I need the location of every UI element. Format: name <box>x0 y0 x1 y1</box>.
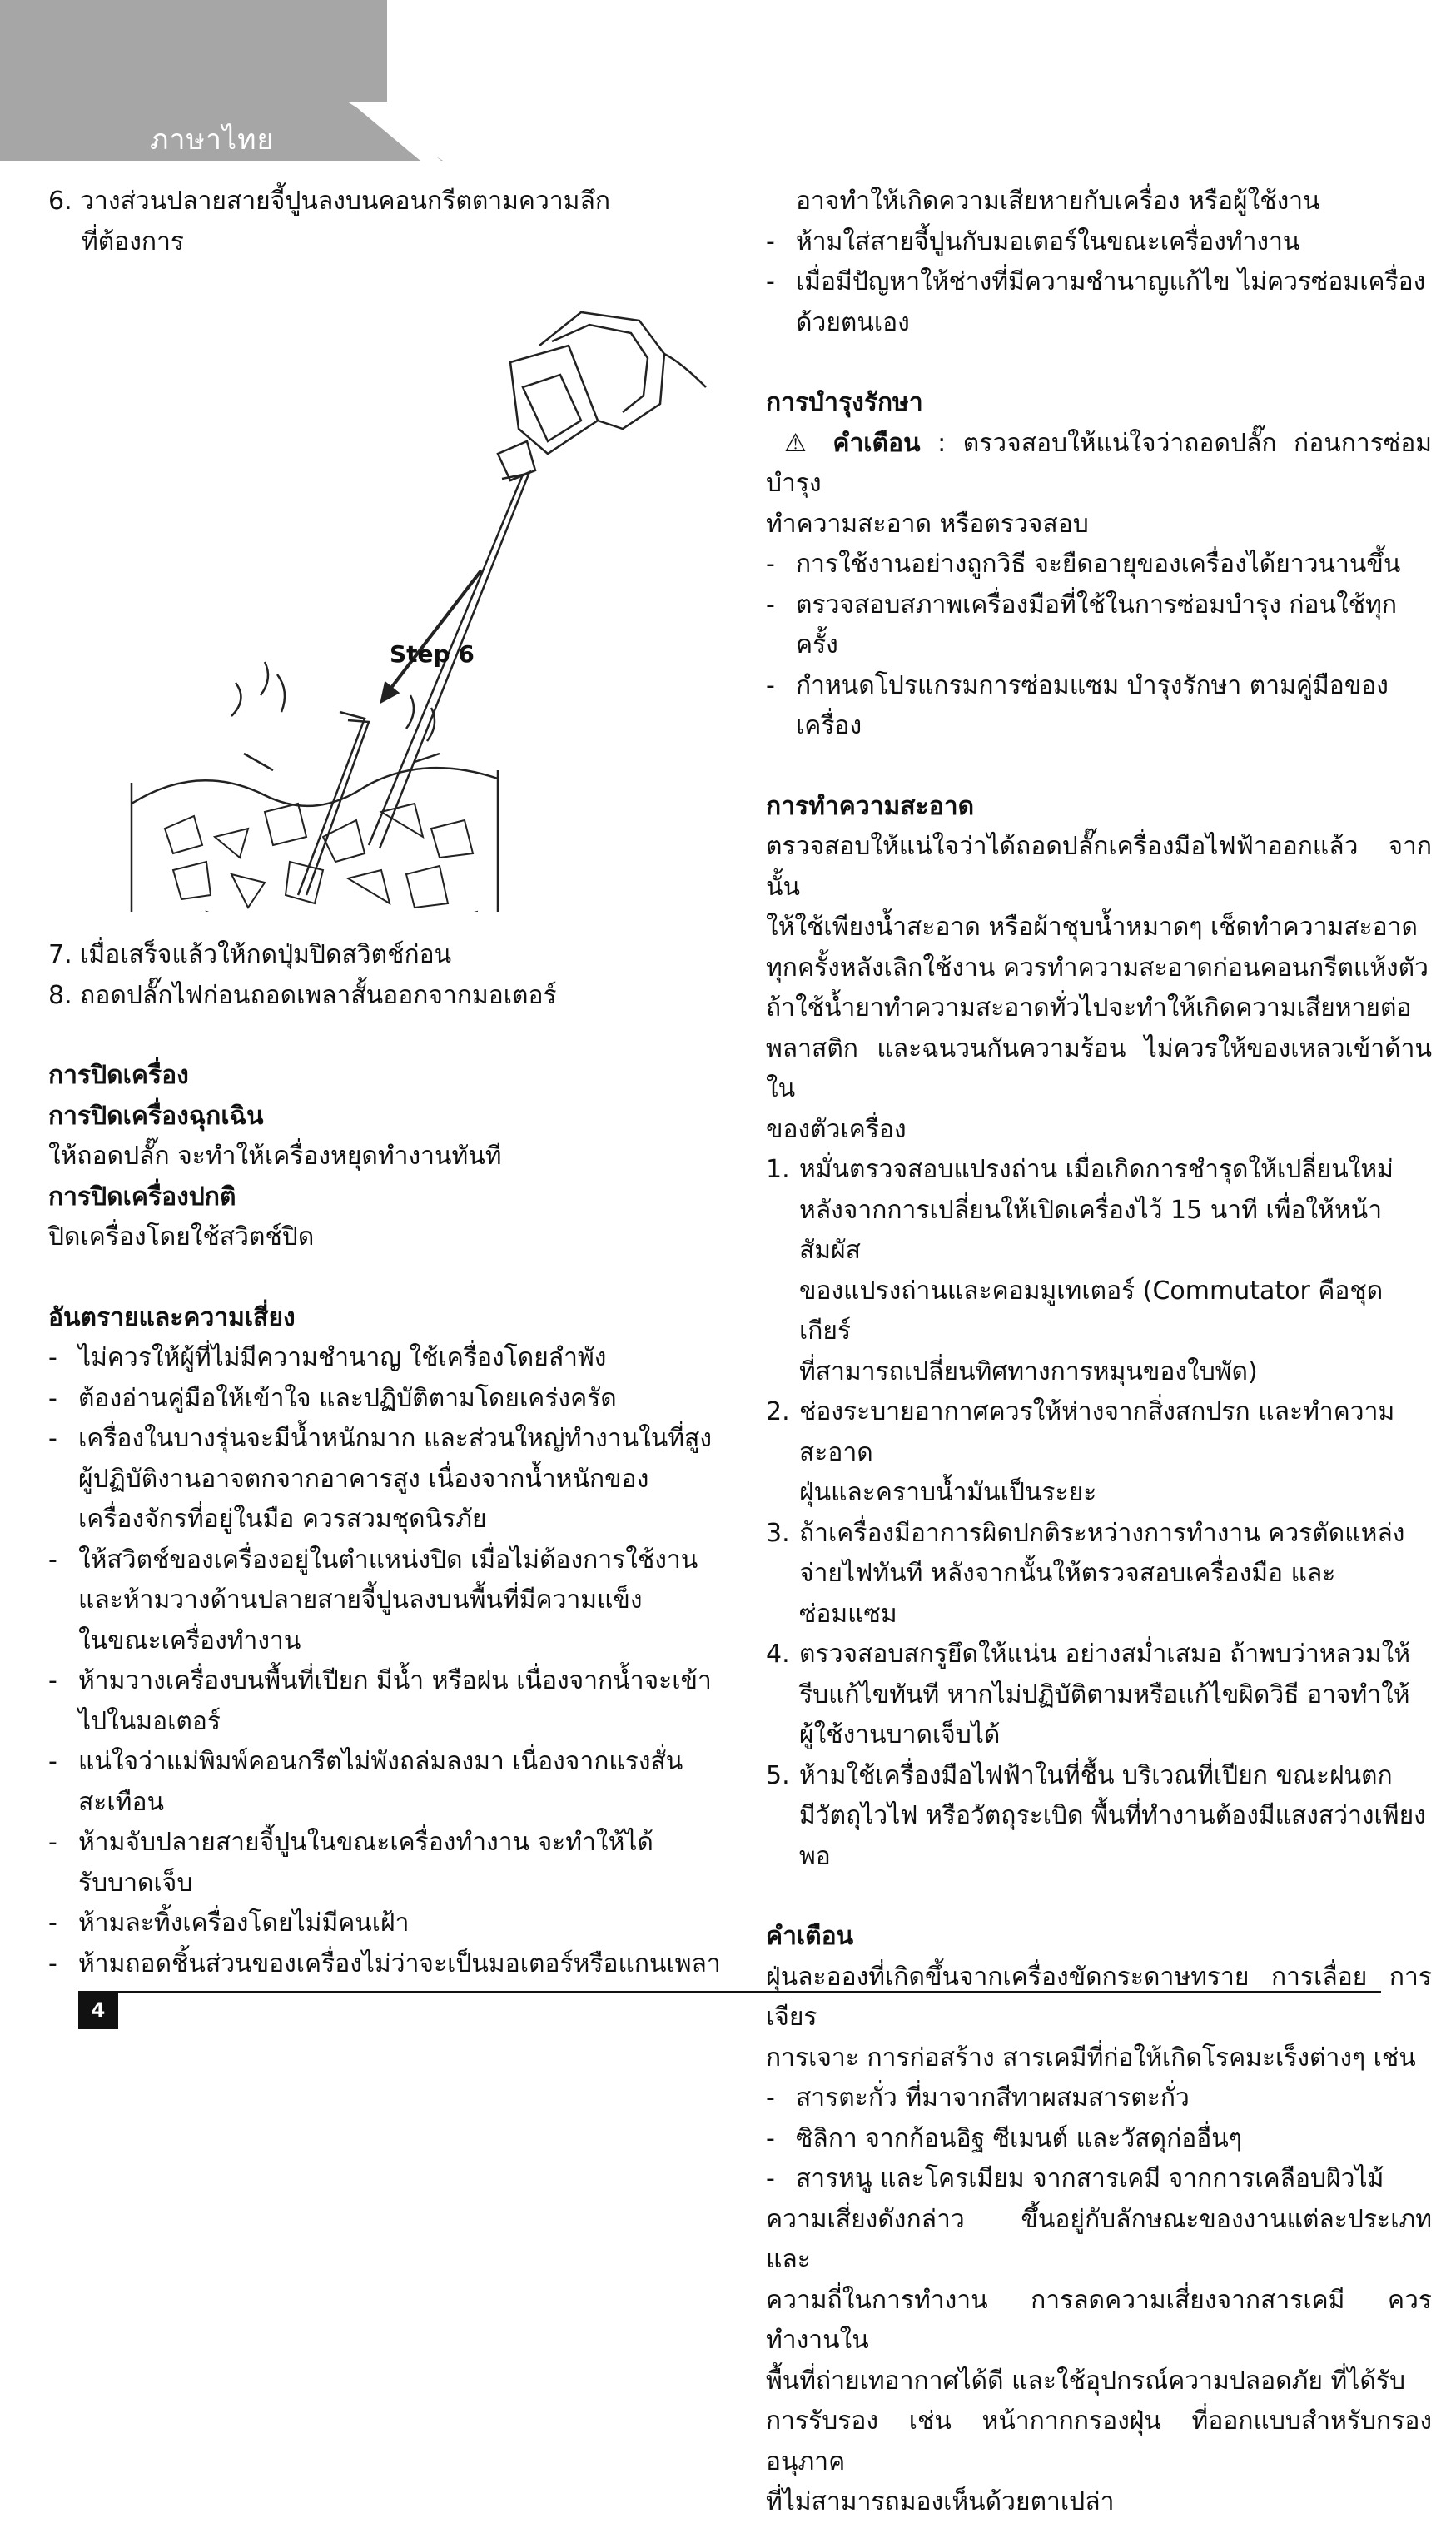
hazard-item-line: เครื่องจักรที่อยู่ในมือ ควรสวมชุดนิรภัย <box>78 1505 487 1534</box>
hazard-item-line: สะเทือน <box>78 1787 164 1817</box>
vibrator-figure <box>48 262 739 912</box>
hazard-item-line: ด้วยตนเอง <box>796 307 910 337</box>
warning-intro-line: ฝุ่นละอองที่เกิดขึ้นจากเครื่องขัดกระดาษทราย การเลื่อย การเจียร <box>766 1962 1432 2032</box>
warning-outro-line: ที่ไม่สามารถมองเห็นด้วยตาเปล่า <box>766 2487 1115 2516</box>
bullet-dash: - <box>48 1948 57 1978</box>
warning-item <box>766 2078 1432 2119</box>
cleaning-line: ให้ใช้เพียงน้ำสะอาด หรือผ้าชุบน้ำหมาดๆ เช็ดทำความสะอาด <box>766 913 1418 942</box>
maintenance-item-line: ตรวจสอบสภาพเครื่องมือที่ใช้ในการซ่อมบำรุง ก่อนใช้ทุกครั้ง <box>796 590 1398 659</box>
cleaning-step <box>766 1514 1432 1635</box>
step-6-label: Step 6 <box>390 640 475 668</box>
cleaning-step-line: ห้ามใช้เครื่องมือไฟฟ้าในที่ชื้น บริเวณที่เปียก ขณะฝนตก <box>799 1760 1393 1790</box>
cleaning-line: ถ้าใช้น้ำยาทำความสะอาดทั่วไปจะทำให้เกิดความเสียหายต่อ <box>766 993 1412 1023</box>
bullet-dash: - <box>766 550 775 579</box>
hazard-item-line: ห้ามถอดชิ้นส่วนของเครื่องไม่ว่าจะเป็นมอเตอร์หรือแกนเพลา <box>78 1948 721 1978</box>
cleaning-step-line: มีวัตถุไวไฟ หรือวัตถุระเบิด พื้นที่ทำงานต้องมีแสงสว่างเพียงพอ <box>799 1801 1426 1871</box>
step-7-text: เมื่อเสร็จแล้วให้กดปุ่มปิดสวิตช์ก่อน <box>80 940 452 969</box>
step-6-line-2: ที่ต้องการ <box>82 226 185 256</box>
hazard-item-line: ไม่ควรให้ผู้ที่ไม่มีความชำนาญ ใช้เครื่องโดยลำพัง <box>78 1343 607 1372</box>
bullet-dash: - <box>48 1545 57 1575</box>
bullet-dash: - <box>48 1424 57 1453</box>
hazard-item-line: และห้ามวางด้านปลายสายจี้ปูนลงบนพื้นที่มีความแข็ง <box>78 1585 643 1615</box>
cleaning-step-line: จ่ายไฟทันที หลังจากนั้นให้ตรวจสอบเครื่องมือ และซ่อมแซม <box>799 1559 1336 1629</box>
bullet-dash: - <box>766 267 775 296</box>
warning-outro-line: ความถี่ในการทำงาน การลดความเสี่ยงจากสารเคมี ควรทำงานใน <box>766 2285 1432 2355</box>
warning-intro <box>766 1958 1432 2079</box>
warning-title: คำเตือน <box>766 1922 854 1951</box>
maintenance-item <box>766 666 1432 747</box>
bullet-dash: - <box>48 1908 57 1938</box>
warning-item-text: ซิลิกา จากก้อนอิฐ ซีเมนต์ และวัสดุก่ออื่นๆ <box>796 2123 1242 2153</box>
hazard-item <box>48 1540 739 1662</box>
language-label: ภาษาไทย <box>150 123 275 157</box>
cleaning-step-num: 2. <box>766 1397 790 1426</box>
hazard-item-line: รับบาดเจ็บ <box>78 1868 193 1898</box>
emergency-shutdown-text: ให้ถอดปลั๊ก จะทำให้เครื่องหยุดทำงานทันที <box>48 1142 502 1171</box>
hazard-item-line: ห้ามจับปลายสายจี้ปูนในขณะเครื่องทำงาน จะทำให้ได้ <box>78 1828 653 1857</box>
warning-items <box>766 2078 1432 2200</box>
cleaning-line: ทุกครั้งหลังเลิกใช้งาน ควรทำความสะอาดก่อนคอนกรีตแห้งตัว <box>766 953 1429 983</box>
warning-item-text: สารหนู และโครเมียม จากสารเคมี จากการเคลือบผิวไม้ <box>796 2164 1384 2193</box>
maintenance-list <box>766 545 1432 747</box>
warning-outro-line: พื้นที่ถ่ายเทอากาศได้ดี และใช้อุปกรณ์ความปลอดภัย ที่ได้รับ <box>766 2366 1406 2396</box>
maintenance-item <box>766 585 1432 666</box>
cleaning-step-line: ฝุ่นและคราบน้ำมันเป็นระยะ <box>799 1478 1097 1507</box>
step-6-line-1: 6. วางส่วนปลายสายจี้ปูนลงบนคอนกรีตตามความลึก <box>48 187 610 216</box>
warning-intro-line: การเจาะ การก่อสร้าง สารเคมีที่ก่อให้เกิดโรคมะเร็งต่างๆ เช่น <box>766 2043 1416 2073</box>
hazard-item-line: แน่ใจว่าแม่พิมพ์คอนกรีตไม่พังถล่มลงมา เนื่องจากแรงสั่น <box>78 1747 683 1776</box>
bullet-dash: - <box>766 2123 775 2153</box>
hazard-item-line: ผู้ปฏิบัติงานอาจตกจากอาคารสูง เนื่องจากน้ำหนักของ <box>78 1464 649 1494</box>
hazard-item-line: ห้ามละทิ้งเครื่องโดยไม่มีคนเฝ้า <box>78 1908 410 1938</box>
cleaning-step-line: หมั่นตรวจสอบแปรงถ่าน เมื่อเกิดการชำรุดให้เปลี่ยนใหม่ <box>799 1155 1394 1184</box>
maintenance-title: การบำรุงรักษา <box>766 388 923 417</box>
cleaning-step-line: ตรวจสอบสกรูยึดให้แน่น อย่างสม่ำเสมอ ถ้าพบว่าหลวมให้ <box>799 1640 1410 1669</box>
concrete-vibrator-illustration <box>48 262 739 912</box>
step-7-num: 7. <box>48 940 72 969</box>
hazard-item <box>48 1742 739 1823</box>
hazard-item-line: ไปในมอเตอร์ <box>78 1706 221 1736</box>
bullet-dash: - <box>766 226 775 256</box>
cleaning-line: ของตัวเครื่อง <box>766 1114 907 1144</box>
cleaning-step <box>766 1392 1432 1514</box>
hazard-item <box>766 262 1432 343</box>
hazard-list <box>48 1338 739 1984</box>
cleaning-step-line: หลังจากการเปลี่ยนให้เปิดเครื่องไว้ 15 นาที เพื่อให้หน้าสัมผัส <box>799 1195 1383 1265</box>
step-8-num: 8. <box>48 980 72 1010</box>
bullet-dash: - <box>48 1828 57 1857</box>
footer-rule <box>78 1991 1381 1993</box>
warning-outro <box>766 2200 1432 2523</box>
hazard-item-line: ห้ามใส่สายจี้ปูนกับมอเตอร์ในขณะเครื่องทำงาน <box>796 226 1300 256</box>
bullet-dash: - <box>766 2083 775 2112</box>
hazard-item-line: ห้ามวางเครื่องบนพื้นที่เปียก มีน้ำ หรือฝน เนื่องจากน้ำจะเข้า <box>78 1666 712 1695</box>
warning-item <box>766 2119 1432 2160</box>
bullet-dash: - <box>766 2164 775 2193</box>
warning-triangle-icon: ⚠ <box>784 428 816 458</box>
cleaning-paragraph <box>766 827 1432 1150</box>
maintenance-warning-text: : ตรวจสอบให้แน่ใจว่าถอดปลั๊ก ก่อนการซ่อมบำรุง <box>766 428 1432 498</box>
bullet-dash: - <box>766 590 775 620</box>
hazard-continued-line: อาจทำให้เกิดความเสียหายกับเครื่อง หรือผู้ใช้งาน <box>796 187 1320 216</box>
cleaning-line: พลาสติก และฉนวนกันความร้อน ไม่ควรให้ของเหลวเข้าด้านใน <box>766 1033 1432 1103</box>
left-column <box>48 182 739 1984</box>
hazard-item <box>48 1419 739 1540</box>
cleaning-step <box>766 1756 1432 1878</box>
hazard-item <box>48 1379 739 1420</box>
hazard-item-line: เครื่องในบางรุ่นจะมีน้ำหนักมาก และส่วนใหญ่ทำงานในที่สูง <box>78 1424 713 1453</box>
bullet-dash: - <box>48 1747 57 1776</box>
cleaning-title: การทำความสะอาด <box>766 791 975 821</box>
warning-outro-line: ความเสี่ยงดังกล่าว ขึ้นอยู่กับลักษณะของงานแต่ละประเภท และ <box>766 2204 1432 2274</box>
language-header <box>0 0 441 161</box>
cleaning-step-line: ถ้าเครื่องมีอาการผิดปกติระหว่างการทำงาน ควรตัดแหล่ง <box>799 1518 1405 1548</box>
hazard-item-line: ในขณะเครื่องทำงาน <box>78 1625 301 1655</box>
maintenance-warning <box>766 424 1432 505</box>
hazard-item <box>48 1338 739 1379</box>
warning-outro-line: การรับรอง เช่น หน้ากากกรองฝุ่น ที่ออกแบบสำหรับกรองอนุภาค <box>766 2406 1432 2476</box>
hazard-list-continued <box>766 222 1432 344</box>
hazard-item-line: เมื่อมีปัญหาให้ช่างที่มีความชำนาญแก้ไข ไม่ควรซ่อมเครื่อง <box>796 267 1426 296</box>
cleaning-step-line: ผู้ใช้งานบาดเจ็บได้ <box>799 1720 1001 1749</box>
step-7 <box>48 935 739 976</box>
hazard-item <box>48 1944 739 1985</box>
right-column <box>766 182 1432 2523</box>
hazard-item <box>48 1661 739 1742</box>
warning-item-text: สารตะกั่ว ที่มาจากสีทาผสมสารตะกั่ว <box>796 2083 1190 2112</box>
cleaning-step-line: ช่องระบายอากาศควรให้ห่างจากสิ่งสกปรก และทำความสะอาด <box>799 1397 1395 1467</box>
page-number: 4 <box>78 1991 118 2029</box>
hazard-item-line: ต้องอ่านคู่มือให้เข้าใจ และปฏิบัติตามโดยเคร่งครัด <box>78 1383 617 1413</box>
cleaning-step-line: ของแปรงถ่านและคอมมูเทเตอร์ (Commutator คือชุดเกียร์ <box>799 1276 1384 1346</box>
maintenance-item <box>766 545 1432 585</box>
cleaning-step-num: 3. <box>766 1518 790 1548</box>
normal-shutdown-text: ปิดเครื่องโดยใช้สวิตช์ปิด <box>48 1222 315 1252</box>
warning-item <box>766 2159 1432 2200</box>
cleaning-line: ตรวจสอบให้แน่ใจว่าได้ถอดปลั๊กเครื่องมือไฟฟ้าออกแล้ว จากนั้น <box>766 832 1432 902</box>
cleaning-step-line: รีบแก้ไขทันที หากไม่ปฏิบัติตามหรือแก้ไขผิดวิธี อาจทำให้ <box>799 1680 1410 1709</box>
bullet-dash: - <box>48 1666 57 1695</box>
step-8 <box>48 976 739 1017</box>
cleaning-step-line: ที่สามารถเปลี่ยนทิศทางการหมุนของใบพัด) <box>799 1356 1258 1386</box>
cleaning-step-num: 5. <box>766 1760 790 1790</box>
maintenance-warning-text-2: ทำความสะอาด หรือตรวจสอบ <box>766 509 1089 539</box>
maintenance-warning-label: คำเตือน <box>832 428 921 458</box>
hazard-item <box>48 1823 739 1903</box>
hazard-item <box>766 222 1432 263</box>
maintenance-item-line: กำหนดโปรแกรมการซ่อมแซม บำรุงรักษา ตามคู่มือของเครื่อง <box>796 670 1389 740</box>
cleaning-steps <box>766 1150 1432 1877</box>
maintenance-item-line: การใช้งานอย่างถูกวิธี จะยืดอายุของเครื่องได้ยาวนานขึ้น <box>796 550 1401 579</box>
bullet-dash: - <box>48 1383 57 1413</box>
bullet-dash: - <box>766 670 775 700</box>
shutdown-title: การปิดเครื่อง <box>48 1061 189 1090</box>
cleaning-step-num: 4. <box>766 1640 790 1669</box>
cleaning-step <box>766 1150 1432 1392</box>
normal-shutdown-title: การปิดเครื่องปกติ <box>48 1182 236 1212</box>
step-8-text: ถอดปลั๊กไฟก่อนถอดเพลาสั้นออกจากมอเตอร์ <box>80 980 557 1010</box>
emergency-shutdown-title: การปิดเครื่องฉุกเฉิน <box>48 1101 264 1131</box>
hazard-item-line: ให้สวิตช์ของเครื่องอยู่ในตำแหน่งปิด เมื่อไม่ต้องการใช้งาน <box>78 1545 698 1575</box>
hazard-title: อันตรายและความเสี่ยง <box>48 1302 296 1332</box>
cleaning-step-num: 1. <box>766 1155 790 1184</box>
bullet-dash: - <box>48 1343 57 1372</box>
cleaning-step <box>766 1635 1432 1756</box>
hazard-item <box>48 1903 739 1944</box>
